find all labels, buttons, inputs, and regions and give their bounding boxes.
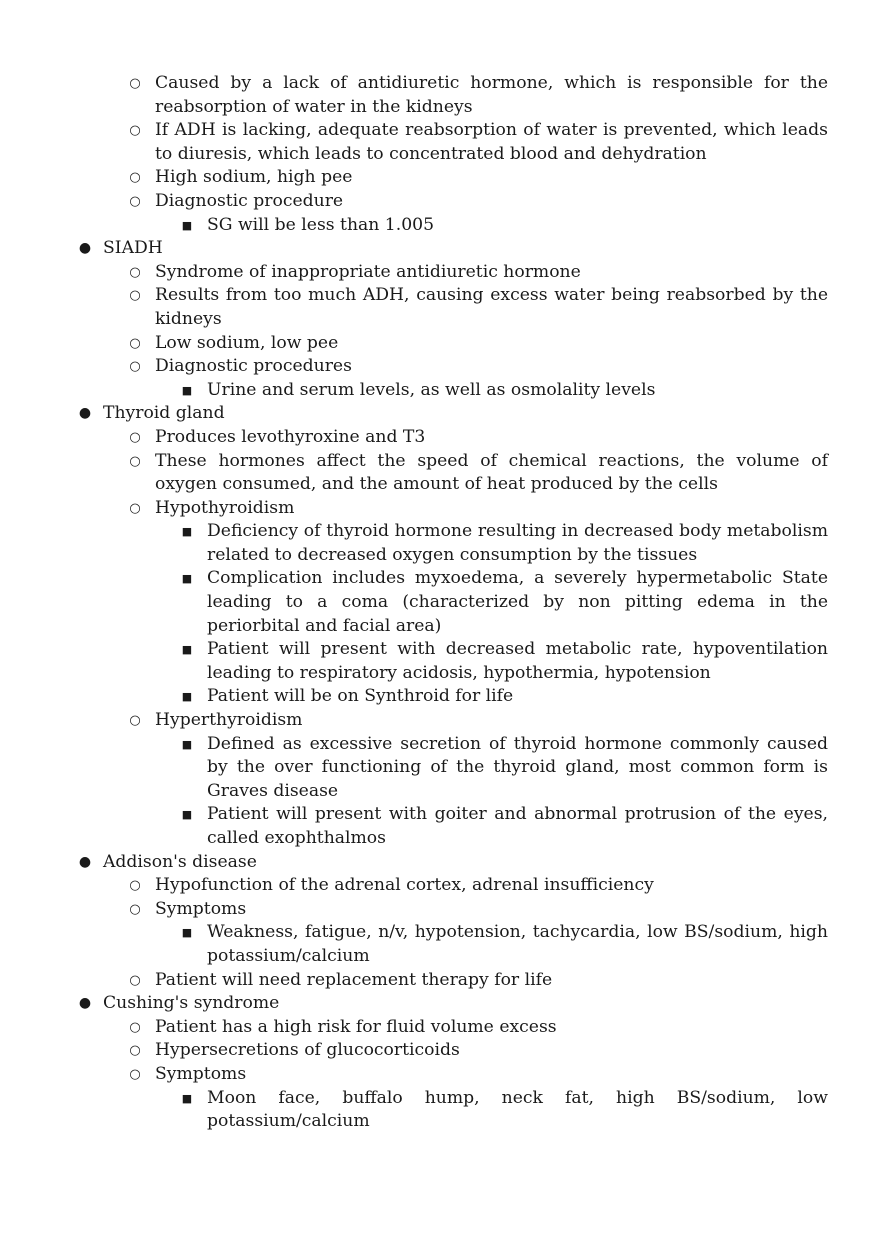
list-item-text: Patient will present with goiter and abnormal protrusion of the eyes, called exophthalmos (207, 804, 828, 848)
bullet-circle-icon: ○ (129, 193, 141, 209)
list-item-text: Weakness, fatigue, n/v, hypotension, tachycardia, low BS/sodium, high potassium/calcium (207, 922, 828, 966)
list-item-level-2 (0, 166, 880, 190)
list-item-text: Complication includes myxoedema, a severely hypermetabolic State leading to a coma (characterized by non pitting edema in the periorbital and facial area) (207, 568, 828, 636)
bullet-circle-icon: ○ (129, 76, 141, 91)
notes-list (0, 72, 880, 1134)
bullet-circle-icon: ○ (129, 1043, 141, 1059)
bullet-circle-icon: ○ (129, 1066, 141, 1082)
bullet-disc-icon: ● (78, 405, 92, 422)
list-item-level-2 (0, 450, 880, 497)
list-item-text: Defined as excessive secretion of thyroid hormone commonly caused by the over functioning of the thyroid gland, most common form is Graves disease (207, 733, 828, 801)
list-item-text: Addison's disease (103, 851, 257, 872)
list-item-level-3 (0, 214, 880, 238)
list-item-level-2 (0, 284, 880, 331)
list-item-level-2 (0, 969, 880, 993)
list-item-level-3 (0, 1087, 880, 1134)
list-item-text: Patient will need replacement therapy for life (155, 969, 553, 990)
bullet-circle-icon: ○ (129, 264, 141, 280)
list-item-text: These hormones affect the speed of chemical reactions, the volume of oxygen consumed, and the amount of heat produced by the cells (155, 450, 828, 495)
list-item-level-3 (0, 733, 880, 804)
list-item-text: Hypothyroidism (155, 497, 295, 518)
list-item-level-2 (0, 355, 880, 379)
list-item-text: Produces levothyroxine and T3 (155, 426, 426, 447)
list-item-text: Low sodium, low pee (155, 332, 339, 353)
bullet-square-icon: ■ (181, 218, 193, 232)
list-item-level-2 (0, 1016, 880, 1040)
list-item-text: Diagnostic procedure (155, 190, 344, 211)
list-item-text: Patient will present with decreased metabolic rate, hypoventilation leading to respiratory acidosis, hypothermia, hypotension (207, 639, 828, 683)
list-item-text: Deficiency of thyroid hormone resulting in decreased body metabolism related to decreased oxygen consumption by the tissues (207, 521, 828, 565)
bullet-circle-icon: ○ (129, 453, 141, 469)
bullet-circle-icon: ○ (129, 878, 141, 894)
list-item-level-2 (0, 1063, 880, 1087)
list-item-text: Hypofunction of the adrenal cortex, adrenal insufficiency (155, 875, 654, 896)
list-item-level-3 (0, 520, 880, 567)
list-item-text: Thyroid gland (103, 403, 225, 424)
list-item-text: Patient has a high risk for fluid volume excess (155, 1016, 557, 1037)
list-item-level-3 (0, 379, 880, 403)
bullet-square-icon: ■ (181, 525, 193, 539)
list-item-level-2 (0, 426, 880, 450)
list-item-text: Patient will be on Synthroid for life (207, 686, 514, 707)
bullet-circle-icon: ○ (129, 359, 141, 375)
bullet-square-icon: ■ (181, 926, 193, 940)
list-item-level-1 (0, 237, 880, 261)
list-item-level-2 (0, 497, 880, 521)
list-item-level-1 (0, 402, 880, 426)
bullet-square-icon: ■ (181, 690, 193, 704)
bullet-circle-icon: ○ (129, 123, 141, 139)
list-item-level-3 (0, 803, 880, 850)
list-item-text: High sodium, high pee (155, 167, 353, 188)
bullet-circle-icon: ○ (129, 335, 141, 351)
list-item-text: Hyperthyroidism (155, 710, 303, 731)
list-item-level-2 (0, 72, 880, 119)
bullet-square-icon: ■ (181, 572, 193, 586)
list-item-text: Caused by a lack of antidiuretic hormone, which is responsible for the reabsorption of water in the kidneys (155, 73, 828, 117)
list-item-text: Results from too much ADH, causing excess water being reabsorbed by the kidneys (155, 285, 828, 329)
list-item-level-2 (0, 190, 880, 214)
list-item-level-3 (0, 638, 880, 685)
bullet-square-icon: ■ (181, 1091, 193, 1105)
list-item-text: Syndrome of inappropriate antidiuretic hormone (155, 261, 581, 282)
bullet-disc-icon: ● (78, 240, 92, 257)
list-item-level-3 (0, 921, 880, 968)
bullet-square-icon: ■ (181, 737, 193, 751)
list-item-text: Symptoms (155, 898, 247, 919)
bullet-disc-icon: ● (78, 853, 92, 870)
list-item-text: Symptoms (155, 1063, 247, 1084)
list-item-text: Hypersecretions of glucocorticoids (155, 1040, 460, 1061)
list-item-level-2 (0, 709, 880, 733)
bullet-circle-icon: ○ (129, 170, 141, 186)
bullet-square-icon: ■ (181, 808, 193, 822)
bullet-circle-icon: ○ (129, 901, 141, 917)
list-item-text: SIADH (103, 238, 163, 259)
bullet-square-icon: ■ (181, 643, 193, 657)
list-item-level-3 (0, 685, 880, 709)
list-item-text: Diagnostic procedures (155, 356, 352, 377)
bullet-circle-icon: ○ (129, 1019, 141, 1035)
bullet-circle-icon: ○ (129, 288, 141, 304)
list-item-level-1 (0, 851, 880, 875)
list-item-level-2 (0, 1039, 880, 1063)
list-item-text: If ADH is lacking, adequate reabsorption of water is prevented, which leads to diuresis, which leads to concentrated blood and dehydration (155, 120, 828, 164)
list-item-level-2 (0, 119, 880, 166)
bullet-circle-icon: ○ (129, 429, 141, 445)
list-item-level-2 (0, 898, 880, 922)
list-item-level-3 (0, 567, 880, 638)
list-item-level-2 (0, 874, 880, 898)
list-item-text: Urine and serum levels, as well as osmolality levels (207, 379, 656, 400)
list-item-level-2 (0, 261, 880, 285)
list-item-level-1 (0, 992, 880, 1016)
bullet-circle-icon: ○ (129, 972, 141, 988)
bullet-circle-icon: ○ (129, 713, 141, 729)
bullet-square-icon: ■ (181, 383, 193, 397)
list-item-text: Cushing's syndrome (103, 993, 280, 1014)
list-item-text: SG will be less than 1.005 (207, 214, 435, 235)
list-item-level-2 (0, 332, 880, 356)
bullet-disc-icon: ● (78, 995, 92, 1012)
bullet-circle-icon: ○ (129, 500, 141, 516)
list-item-text: Moon face, buffalo hump, neck fat, high BS/sodium, low potassium/calcium (207, 1087, 828, 1132)
